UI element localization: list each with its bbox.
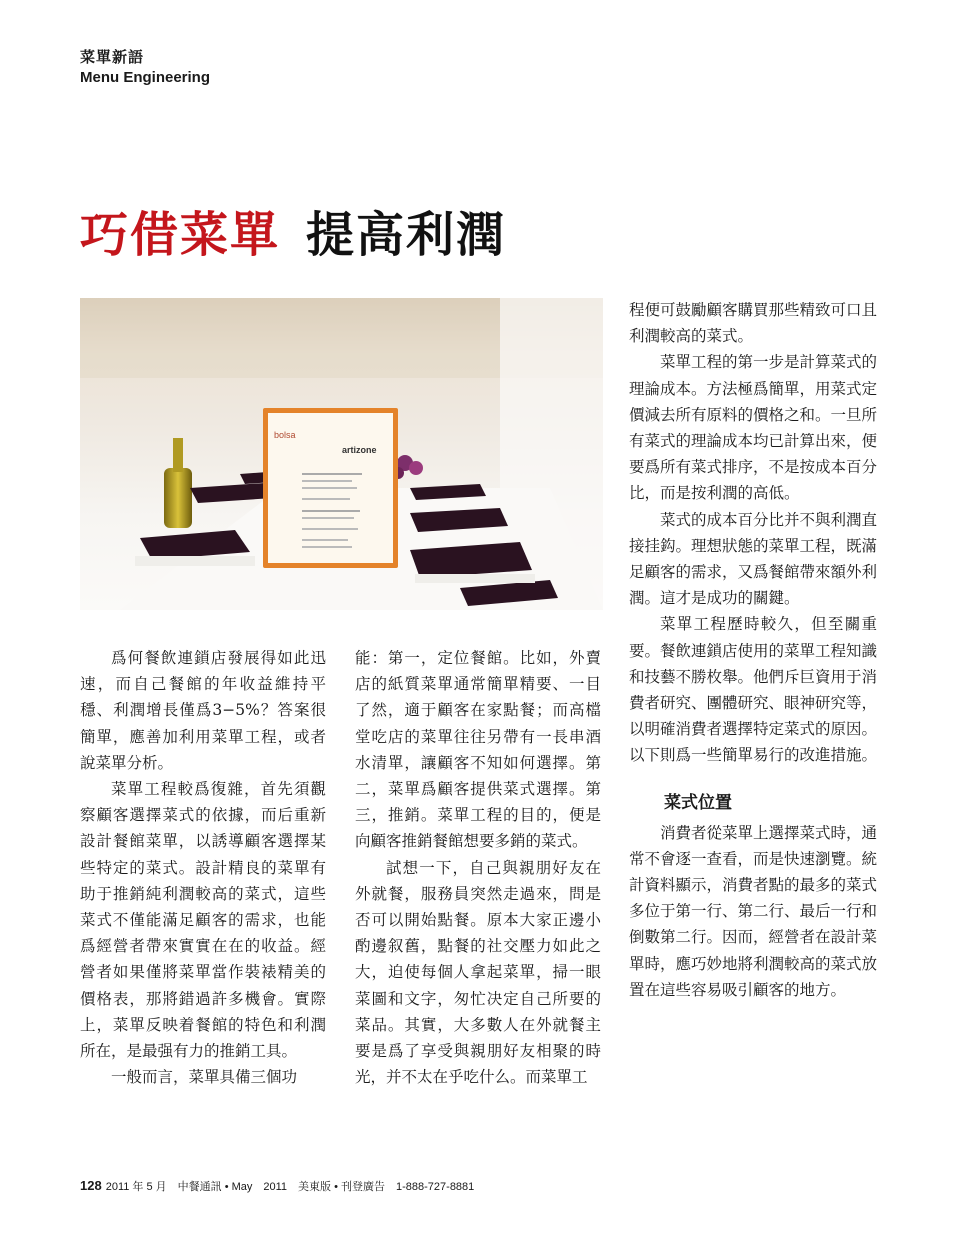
paragraph: 程便可鼓勵顧客購買那些精致可口且利潤較高的菜式。 bbox=[629, 301, 878, 346]
article-column-2 bbox=[355, 645, 601, 1090]
restaurant-table-photo bbox=[80, 298, 603, 610]
paragraph: 菜單工程的第一步是計算菜式的理論成本。方法極爲簡單，用菜式定價減去所有原料的價格之和。一旦所有菜式的理論成本均已計算出來，便要爲所有菜式排序，不是按成本百分比，而是按利潤的高低。 bbox=[629, 353, 878, 503]
paragraph: 爲何餐飲連鎖店發展得如此迅速，而自己餐館的年收益維持平穩、利潤增長僅爲3−5%？答案很簡單，應善加利用菜單工程，或者說菜單分析。 bbox=[80, 649, 326, 772]
section-label-chinese: 菜單新語 bbox=[80, 49, 145, 66]
paragraph: 一般而言，菜單具備三個功 bbox=[111, 1068, 298, 1087]
page-footer bbox=[80, 1178, 474, 1194]
menu-brand-left: bolsa bbox=[274, 430, 296, 440]
article-title-part1: 巧借菜單 bbox=[80, 207, 281, 263]
section-label bbox=[80, 48, 210, 88]
footer-publication-info: 2011 年 5 月 中餐通訊 • May 2011 美東版 • 刊登廣告 1-888-727-8881 bbox=[105, 1181, 475, 1193]
photo-illustration bbox=[80, 298, 603, 610]
article-column-3 bbox=[629, 297, 877, 1003]
page-number: 128 bbox=[80, 1178, 102, 1193]
section-label-english: Menu Engineering bbox=[80, 69, 211, 86]
paragraph: 能：第一，定位餐館。比如，外賣店的紙質菜單通常簡單精要、一目了然，適于顧客在家點餐；而高檔堂吃店的菜單往往另帶有一長串酒水清單，讓顧客不知如何選擇。第二，菜單爲顧客提供菜式選擇。第三，推銷。菜單工程的目的，便是向顧客推銷餐館想要多銷的菜式。 bbox=[355, 649, 601, 851]
paragraph: 菜式的成本百分比并不與利潤直接挂鈎。理想狀態的菜單工程，既滿足顧客的需求，又爲餐館帶來額外利潤。這才是成功的關鍵。 bbox=[629, 510, 878, 608]
paragraph: 菜單工程歷時較久，但至關重要。餐飲連鎖店使用的菜單工程知識和技藝不勝枚舉。他們斥巨資用于消費者研究、團體研究、眼神研究等，以明確消費者選擇特定菜式的原因。以下則爲一些簡單易行的改進措施。 bbox=[629, 615, 878, 765]
paragraph: 試想一下，自己與親朋好友在外就餐，服務員突然走過來，問是否可以開始點餐。原本大家正邊小酌邊叙舊，點餐的社交壓力如此之大，迫使每個人拿起菜單，掃一眼菜圖和文字，匆忙决定自己所要的菜品。其實，大多數人在外就餐主要是爲了享受與親朋好友相聚的時光，并不太在乎吃什么。而菜單工 bbox=[355, 858, 601, 1087]
article-title-part2: 提高利潤 bbox=[306, 207, 507, 263]
section-subheading: 菜式位置 bbox=[664, 792, 732, 812]
paragraph: 消費者從菜單上選擇菜式時，通常不會逐一查看，而是快速瀏覽。統計資料顯示，消費者點的最多的菜式多位于第一行、第二行、最后一行和倒數第二行。因而，經營者在設計菜單時，應巧妙地將利潤較高的菜式放置在這些容易吸引顧客的地方。 bbox=[629, 823, 878, 999]
menu-brand-right: artizone bbox=[342, 445, 377, 455]
paragraph: 菜單工程較爲復雜，首先須觀察顧客選擇菜式的依據，而后重新設計餐館菜單，以誘導顧客選擇某些特定的菜式。設計精良的菜單有助于推銷純利潤較高的菜式，這些菜式不僅能滿足顧客的需求，也能爲經營者帶來實實在在的收益。經營者如果僅將菜單當作裝裱精美的價格表，那將錯過許多機會。實際上，菜單反映着餐館的特色和利潤所在，是最强有力的推銷工具。 bbox=[80, 780, 326, 1061]
article-title bbox=[80, 196, 506, 265]
article-column-1 bbox=[80, 645, 326, 1090]
